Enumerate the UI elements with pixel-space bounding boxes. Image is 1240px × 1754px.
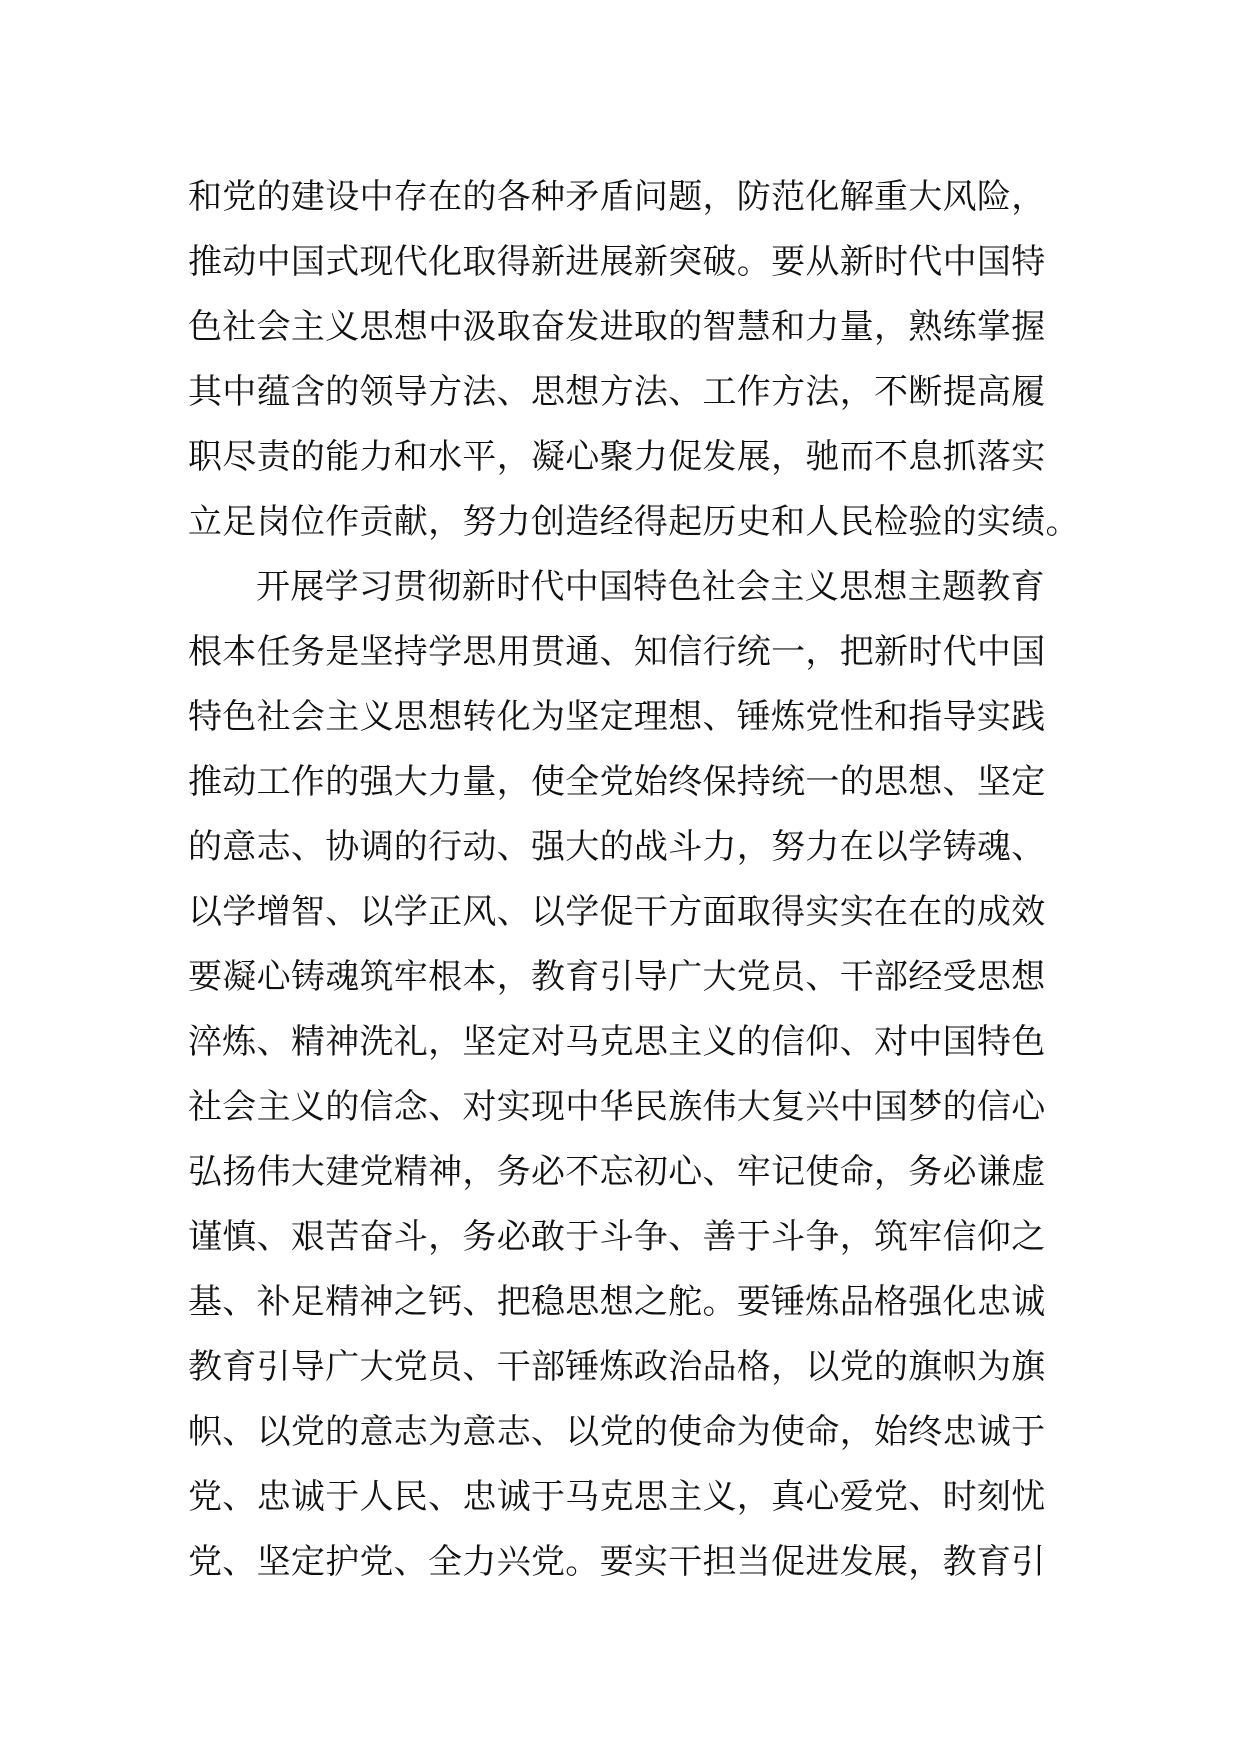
text-line: 推动中国式现代化取得新进展新突破。要从新时代中国特 bbox=[188, 242, 1046, 282]
text-line: 社会主义的信念、对实现中华民族伟大复兴中国梦的信心 bbox=[188, 1087, 1046, 1127]
text-line: 以学增智、以学正风、以学促干方面取得实实在在的成效 bbox=[188, 892, 1046, 932]
text-line: 帜、以党的意志为意志、以党的使命为使命，始终忠诚于 bbox=[188, 1412, 1046, 1452]
text-line: 党、坚定护党、全力兴党。要实干担当促进发展，教育引 bbox=[188, 1542, 1046, 1582]
text-line: 开展学习贯彻新时代中国特色社会主义思想主题教育 bbox=[256, 567, 1045, 607]
text-line: 要凝心铸魂筑牢根本，教育引导广大党员、干部经受思想 bbox=[188, 957, 1046, 997]
paragraph-continuation bbox=[188, 165, 1080, 555]
text-line: 谨慎、艰苦奋斗，务必敢于斗争、善于斗争，筑牢信仰之 bbox=[188, 1217, 1046, 1257]
text-line: 党、忠诚于人民、忠诚于马克思主义，真心爱党、时刻忧 bbox=[188, 1477, 1046, 1517]
text-line: 特色社会主义思想转化为坚定理想、锤炼党性和指导实践 bbox=[188, 697, 1046, 737]
text-line: 职尽责的能力和水平，凝心聚力促发展，驰而不息抓落实 bbox=[188, 437, 1046, 477]
paragraph-main bbox=[188, 555, 1068, 1595]
text-line: 弘扬伟大建党精神，务必不忘初心、牢记使命，务必谦虚 bbox=[188, 1152, 1046, 1192]
text-line: 色社会主义思想中汲取奋发进取的智慧和力量，熟练掌握 bbox=[188, 307, 1046, 347]
text-line: 和党的建设中存在的各种矛盾问题，防范化解重大风险， bbox=[188, 177, 1046, 217]
text-line: 立足岗位作贡献，努力创造经得起历史和人民检验的实绩。 bbox=[188, 502, 1080, 542]
text-line: 根本任务是坚持学思用贯通、知信行统一，把新时代中国 bbox=[188, 632, 1046, 672]
text-line: 教育引导广大党员、干部锤炼政治品格，以党的旗帜为旗 bbox=[188, 1347, 1046, 1387]
text-line: 淬炼、精神洗礼，坚定对马克思主义的信仰、对中国特色 bbox=[188, 1022, 1046, 1062]
document-body bbox=[188, 165, 1080, 1595]
text-line: 的意志、协调的行动、强大的战斗力，努力在以学铸魂、 bbox=[188, 827, 1046, 867]
text-line: 推动工作的强大力量，使全党始终保持统一的思想、坚定 bbox=[188, 762, 1046, 802]
text-line: 其中蕴含的领导方法、思想方法、工作方法，不断提高履 bbox=[188, 372, 1046, 412]
text-line: 基、补足精神之钙、把稳思想之舵。要锤炼品格强化忠诚 bbox=[188, 1282, 1046, 1322]
